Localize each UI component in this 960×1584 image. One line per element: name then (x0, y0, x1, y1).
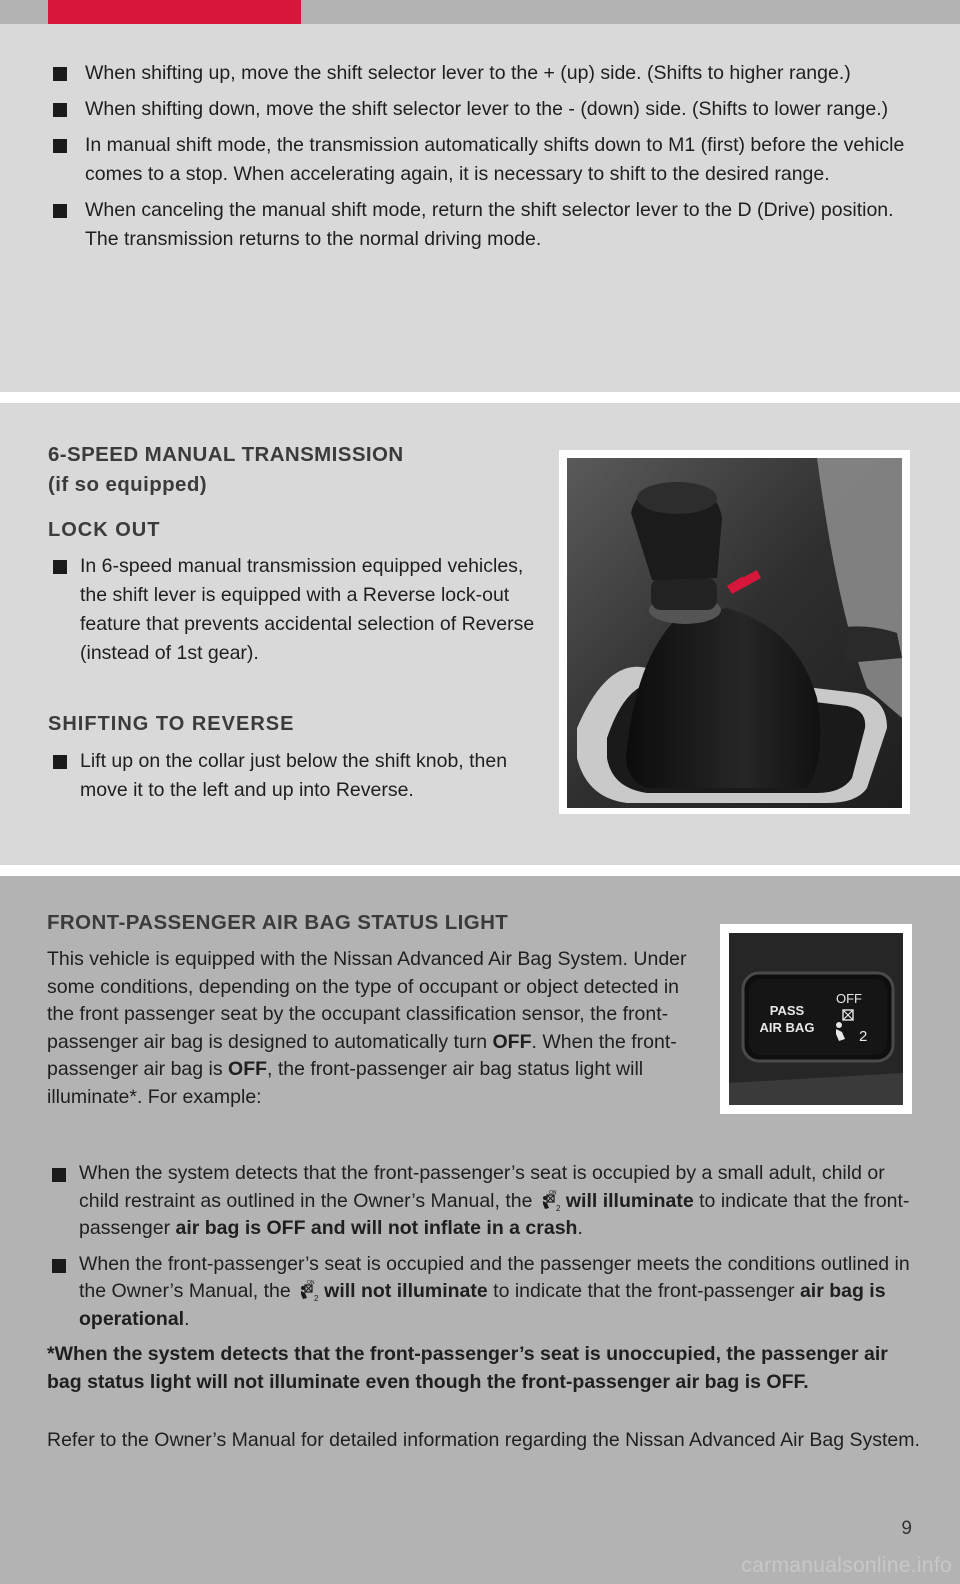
list-item: When shifting up, move the shift selector lever to the + (up) side. (Shifts to higher range.) (48, 59, 918, 88)
reverse-heading: SHIFTING TO REVERSE (48, 713, 295, 735)
seat-number: 2 (859, 1028, 868, 1045)
bullet-square-icon (53, 755, 67, 769)
manual-shift-bullets (48, 59, 918, 261)
section-title-note: (if so equipped) (48, 473, 207, 496)
airbag-intro: This vehicle is equipped with the Nissan Advanced Air Bag System. Under some conditions, depending on the type of occupant or object detected in the front passenger seat by the occupant classification sensor, the front-passenger air bag is designed to automatically turn OFF. When the front-passenger air bag is OFF, the front-passenger air bag status light will illuminate*. For example: (47, 948, 687, 1108)
shift-lever-image (567, 458, 902, 808)
list-item: Lift up on the collar just below the shift knob, then move it to the left and up into Reverse. (48, 747, 538, 805)
list-item: When shifting down, move the shift selector lever to the - (down) side. (Shifts to lower range.) (48, 95, 918, 124)
page-number: 9 (901, 1518, 912, 1539)
top-bar (0, 0, 960, 24)
manual-shift-panel (0, 24, 960, 392)
passenger-airbag-status-icon (298, 1278, 322, 1302)
svg-text:ON: ON (548, 1189, 557, 1196)
section-title: FRONT-PASSENGER AIR BAG STATUS LIGHT (47, 911, 509, 934)
shift-knob-illustration (567, 458, 902, 808)
passenger-airbag-status-icon (540, 1188, 564, 1212)
list-item: In 6-speed manual transmission equipped vehicles, the shift lever is equipped with a Reverse lock-out feature that prevents accidental selection of Reverse (instead of 1st gear). (48, 552, 538, 668)
svg-text:2: 2 (314, 1294, 319, 1302)
lockout-heading: LOCK OUT (48, 519, 161, 541)
bullet-square-icon (52, 1259, 66, 1273)
accent-tab (48, 0, 301, 24)
section-title: 6-SPEED MANUAL TRANSMISSION (48, 443, 404, 466)
airbag-panel-image (729, 933, 903, 1105)
airbag-label: AIR BAG (759, 1020, 815, 1035)
bullet-square-icon (53, 204, 67, 218)
list-item: When the system detects that the front-passenger’s seat is occupied by a small adult, child or child restraint as outlined in the Owner’s Manual, the ON 2 will illuminate to indicate that the front-passenger air bag is OFF and will not inflate in a crash. (47, 1160, 927, 1243)
airbag-note: *When the system detects that the front-passenger’s seat is unoccupied, the passenger air bag status light will not illuminate even though the front-passenger air bag is OFF. (47, 1343, 888, 1393)
refer-text: Refer to the Owner’s Manual for detailed information regarding the Nissan Advanced Air Bag System. (47, 1429, 920, 1451)
list-item: When the front-passenger’s seat is occupied and the passenger meets the conditions outlined in the Owner’s Manual, the ON 2 will not illuminate to indicate that the front-passenger air bag is operational. (47, 1251, 927, 1334)
list-item: In manual shift mode, the transmission automatically shifts down to M1 (first) before the vehicle comes to a stop. When accelerating again, it is necessary to shift to the desired range. (48, 131, 918, 189)
lockout-list (48, 552, 538, 668)
manual-transmission-panel (0, 403, 960, 865)
svg-text:2: 2 (555, 1203, 561, 1212)
airbag-panel-photo (720, 924, 912, 1114)
list-item: When canceling the manual shift mode, return the shift selector lever to the D (Drive) position. The transmission returns to the normal driving mode. (48, 196, 918, 254)
svg-text:ON: ON (307, 1280, 315, 1286)
bullet-square-icon (53, 67, 67, 81)
reverse-list (48, 747, 538, 805)
airbag-status-panel (0, 876, 960, 1584)
bullet-square-icon (53, 139, 67, 153)
bullet-square-icon (53, 103, 67, 117)
bullet-square-icon (53, 560, 67, 574)
airbag-bullets (47, 1160, 927, 1341)
shift-lever-photo (559, 450, 910, 814)
off-label: OFF (836, 991, 862, 1006)
pass-label: PASS (769, 1003, 805, 1018)
watermark: carmanualsonline.info (741, 1554, 952, 1577)
bullet-square-icon (52, 1168, 66, 1182)
